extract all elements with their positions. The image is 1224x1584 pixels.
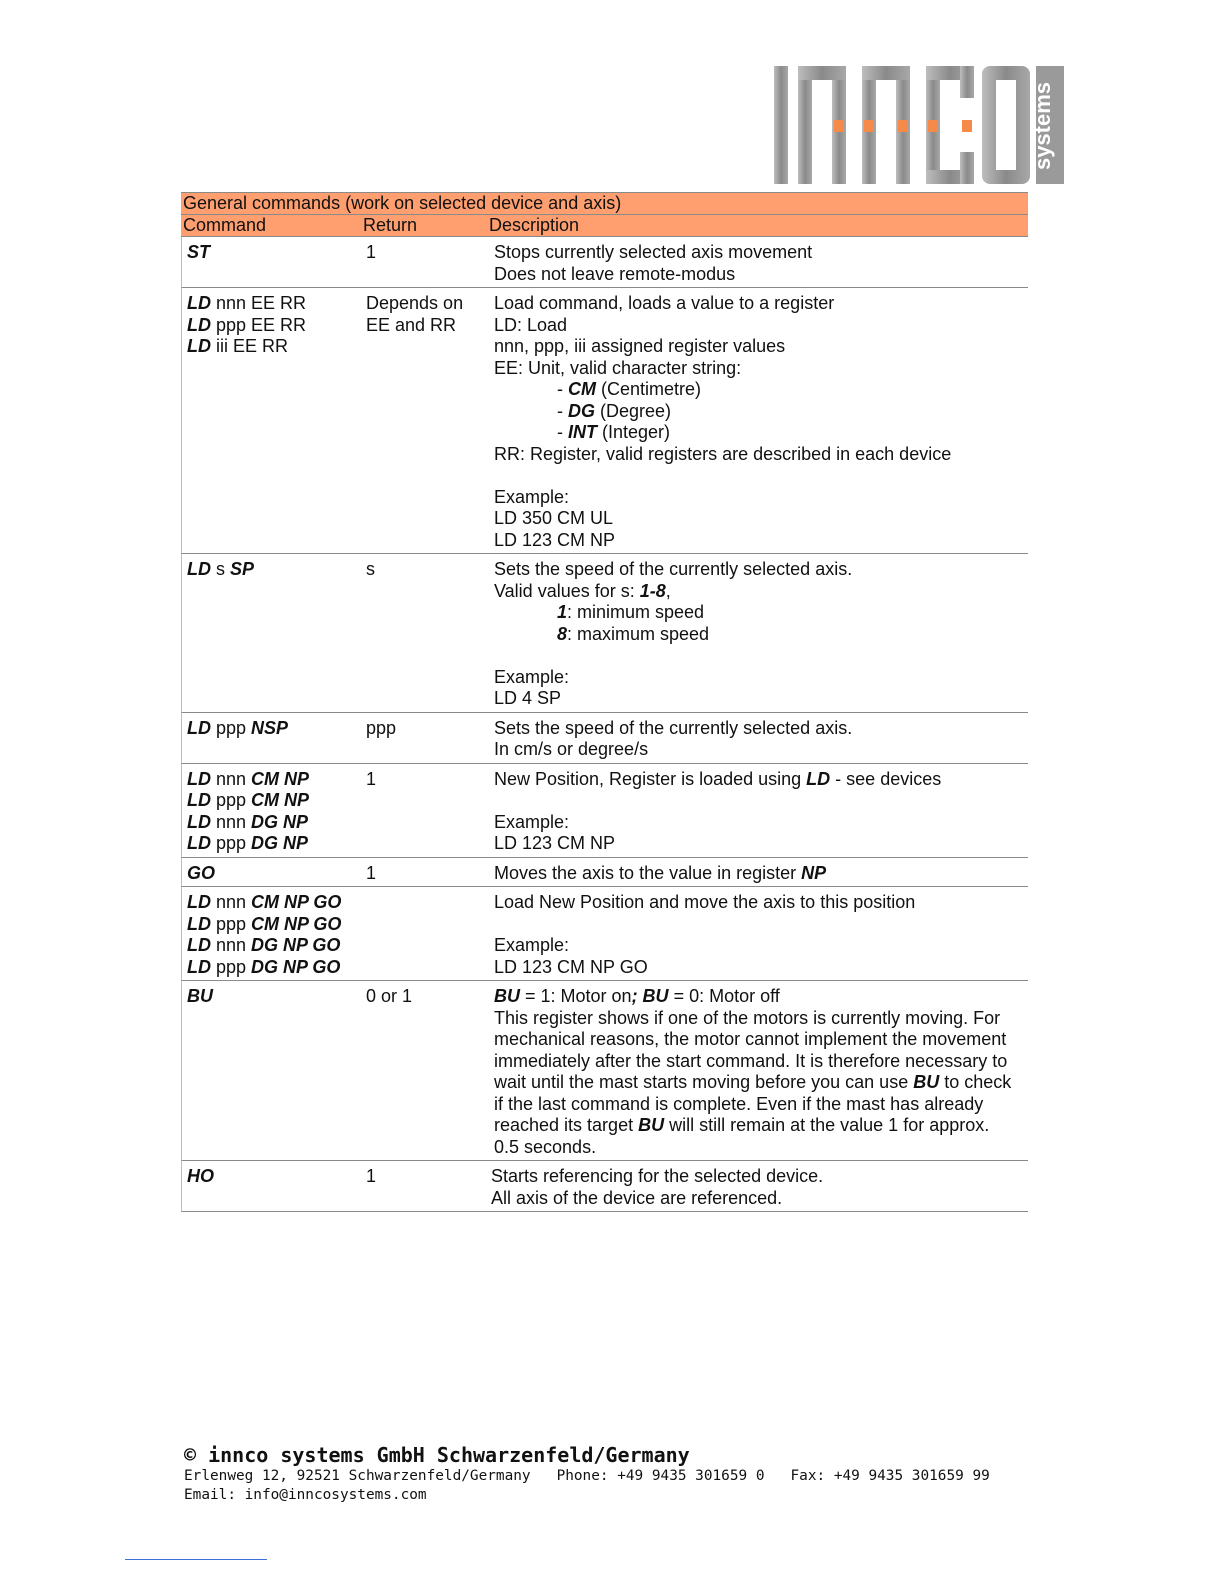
keyword: LD — [806, 768, 831, 789]
keyword: 8 — [557, 623, 568, 644]
keyword: LD — [187, 559, 211, 579]
keyword: ; BU — [631, 986, 669, 1006]
text-run: iii EE RR — [211, 336, 289, 356]
keyword: CM NP — [251, 790, 310, 810]
keyword: BU — [913, 1072, 940, 1092]
text-run: nnn, ppp, iii assigned register values — [494, 336, 786, 356]
table-title: General commands (work on selected device and axis) — [181, 192, 1028, 215]
description-line — [494, 264, 1018, 286]
command-line — [187, 1166, 366, 1188]
text-run: ppp — [211, 717, 252, 738]
description-line — [494, 812, 1018, 834]
return-line: 0 or 1 — [366, 986, 413, 1006]
text-run: Moves the axis to the value in register — [494, 862, 802, 883]
text-run: Example: — [494, 811, 570, 832]
description-line — [494, 892, 1018, 914]
description-cell — [494, 892, 1028, 978]
return-line: 1 — [366, 768, 377, 789]
command-cell — [182, 863, 366, 885]
return-line: s — [366, 559, 375, 579]
text-run: nnn — [211, 935, 252, 955]
innco-systems-logo — [768, 62, 1068, 190]
description-cell — [494, 559, 1028, 710]
description-line — [494, 739, 1018, 761]
text-run: LD 350 CM UL — [494, 508, 614, 528]
description-line — [494, 790, 1018, 812]
text-run: RR: Register, valid registers are described in each device — [494, 443, 952, 464]
text-run: New Position, Register is loaded using — [494, 768, 807, 789]
command-line — [187, 559, 366, 581]
keyword: CM — [568, 379, 596, 399]
text-run: (Centimetre) — [596, 379, 702, 399]
table-row — [181, 1161, 1028, 1212]
description-line — [494, 986, 1018, 1008]
return-cell — [366, 242, 494, 285]
description-line — [494, 422, 1018, 444]
description-line — [494, 336, 1018, 358]
command-line — [187, 336, 366, 358]
return-cell — [366, 718, 494, 761]
logo-tagline: systems — [1030, 81, 1055, 171]
keyword: LD — [187, 717, 211, 738]
text-run: LD 123 CM NP — [494, 833, 616, 853]
keyword: INT — [568, 422, 597, 442]
return-cell — [366, 293, 494, 551]
description-line — [494, 379, 1018, 401]
command-line — [187, 863, 366, 885]
return-line: EE and RR — [366, 314, 457, 335]
text-run: will still remain at the value 1 for approx. 0.5 seconds. — [494, 1115, 990, 1157]
text-run: nnn — [211, 811, 252, 832]
keyword: NSP — [251, 717, 289, 738]
text-run: Starts referencing for the selected device. — [491, 1166, 824, 1186]
command-cell — [182, 293, 366, 551]
keyword: LD — [187, 956, 211, 977]
text-run: Sets the speed of the currently selected axis. — [494, 717, 853, 738]
text-run: Sets the speed of the currently selected axis. — [494, 559, 853, 579]
command-line — [187, 812, 366, 834]
keyword: BU — [638, 1115, 665, 1135]
text-run: Does not leave remote-modus — [494, 263, 736, 284]
command-line — [187, 293, 366, 315]
command-line — [187, 769, 366, 791]
keyword: 1-8 — [639, 580, 666, 601]
command-line — [187, 242, 366, 264]
keyword: HO — [187, 1166, 214, 1186]
header-description: Description — [489, 215, 580, 235]
text-run: Valid values for s: — [494, 580, 640, 601]
description-line — [494, 645, 1018, 667]
keyword: DG — [568, 400, 595, 421]
table-body — [181, 237, 1028, 1212]
description-line — [494, 487, 1018, 509]
description-line — [494, 688, 1018, 710]
keyword: GO — [187, 862, 216, 883]
command-line — [187, 914, 366, 936]
command-cell — [182, 718, 366, 761]
footer-address: Erlenweg 12, 92521 Schwarzenfeld/Germany — [184, 1468, 531, 1484]
description-line — [494, 242, 1018, 264]
command-line — [187, 986, 366, 1008]
table-row — [181, 288, 1028, 554]
text-run: This register shows if one of the motors is currently moving. For mechanical reasons, the motor cannot implement the movement immediately after the start command. It is therefore necessary to wait until the mast starts moving before you can use — [494, 1007, 1008, 1092]
return-cell — [366, 892, 494, 978]
description-line — [494, 581, 1018, 603]
return-cell — [366, 863, 494, 885]
description-cell — [494, 293, 1028, 551]
footer-email: Email: info@inncosystems.com — [184, 1487, 427, 1503]
return-cell — [366, 1166, 494, 1209]
text-run: ppp EE RR — [211, 314, 307, 335]
keyword: LD — [187, 913, 211, 934]
description-line — [494, 358, 1018, 380]
keyword: LD — [187, 768, 211, 789]
description-cell — [494, 769, 1028, 855]
keyword: CM NP — [251, 768, 310, 789]
keyword: DG NP GO — [251, 956, 341, 977]
text-run: In cm/s or degree/s — [494, 739, 649, 759]
keyword: LD — [187, 314, 211, 335]
command-line — [187, 718, 366, 740]
footer — [184, 1443, 990, 1505]
text-run: LD 4 SP — [494, 688, 562, 708]
keyword: DG NP — [251, 811, 309, 832]
keyword: LD — [187, 336, 211, 356]
command-cell — [182, 769, 366, 855]
description-cell — [491, 1166, 1028, 1209]
description-line — [494, 833, 1018, 855]
description-line — [494, 914, 1018, 936]
keyword: LD — [187, 293, 211, 313]
keyword: DG NP — [251, 833, 309, 853]
text-run: - — [557, 379, 568, 399]
table-row — [181, 713, 1028, 764]
table-header-row — [181, 215, 1028, 237]
description-line — [494, 863, 1018, 885]
keyword: SP — [230, 559, 255, 579]
description-line — [491, 1166, 1018, 1188]
description-line — [494, 935, 1018, 957]
command-cell — [182, 559, 366, 710]
table-row — [181, 858, 1028, 888]
text-run: - — [557, 422, 568, 442]
text-run: to check if the last command is complete. Even if the mast has already reached its target — [494, 1072, 1012, 1135]
footer-contact-line — [184, 1467, 990, 1486]
text-run: nnn — [211, 768, 252, 789]
command-cell — [182, 892, 366, 978]
text-run: Load command, loads a value to a register — [494, 293, 835, 313]
keyword: NP — [801, 862, 827, 883]
footer-fax: Fax: +49 9435 301659 99 — [790, 1468, 990, 1484]
text-run: All axis of the device are referenced. — [491, 1187, 783, 1208]
text-run: (Integer) — [597, 422, 671, 442]
header-return: Return — [363, 215, 418, 235]
description-line — [494, 559, 1018, 581]
text-run: s — [211, 559, 231, 579]
description-line — [494, 444, 1018, 466]
command-cell — [182, 242, 366, 285]
text-run: = 1: Motor on — [520, 986, 632, 1006]
command-line — [187, 892, 366, 914]
return-line: 1 — [366, 242, 377, 262]
keyword: BU — [494, 986, 520, 1006]
text-run: Stops currently selected axis movement — [494, 242, 813, 262]
command-cell — [182, 986, 366, 1158]
text-run: EE: Unit, valid character string: — [494, 357, 742, 378]
description-line — [494, 401, 1018, 423]
description-line — [494, 602, 1018, 624]
text-run: ppp — [211, 790, 252, 810]
text-run: Example: — [494, 935, 570, 955]
text-run: Example: — [494, 666, 570, 687]
keyword: LD — [187, 790, 211, 810]
return-cell — [366, 769, 494, 855]
return-cell — [366, 986, 494, 1158]
keyword: CM NP GO — [251, 892, 342, 912]
text-run: ppp — [211, 956, 252, 977]
text-run: LD: Load — [494, 314, 568, 335]
footer-phone: Phone: +49 9435 301659 0 — [556, 1468, 765, 1484]
text-run: ppp — [211, 913, 252, 934]
command-line — [187, 790, 366, 812]
keyword: BU — [187, 986, 213, 1006]
table-row — [181, 887, 1028, 981]
command-line — [187, 315, 366, 337]
command-line — [187, 935, 366, 957]
description-line — [494, 293, 1018, 315]
text-run: LD 123 CM NP — [494, 529, 616, 550]
return-line: Depends on — [366, 293, 464, 313]
text-run: - — [557, 400, 568, 421]
return-line: 1 — [366, 1166, 377, 1186]
keyword: LD — [187, 811, 211, 832]
command-cell — [182, 1166, 366, 1209]
return-cell — [366, 559, 494, 710]
keyword: ST — [187, 242, 211, 262]
table-row — [181, 554, 1028, 713]
description-line — [494, 508, 1018, 530]
text-run: = 0: Motor off — [668, 986, 780, 1006]
description-line — [494, 957, 1018, 979]
text-run: : maximum speed — [567, 623, 710, 644]
description-line — [491, 1188, 1018, 1210]
description-line — [494, 769, 1018, 791]
description-line — [494, 667, 1018, 689]
text-run: , — [665, 580, 671, 601]
keyword: DG NP GO — [251, 935, 341, 955]
text-run: Example: — [494, 486, 570, 507]
keyword: 1 — [557, 602, 568, 622]
text-run: nnn EE RR — [211, 293, 307, 313]
description-line — [494, 465, 1018, 487]
bottom-link-rule — [125, 1559, 267, 1560]
table-row — [181, 237, 1028, 288]
table-row — [181, 981, 1028, 1161]
return-line: 1 — [366, 862, 377, 883]
description-line — [494, 624, 1018, 646]
description-line — [494, 1008, 1018, 1159]
description-cell — [494, 863, 1028, 885]
text-run: : minimum speed — [567, 602, 705, 622]
text-run: LD 123 CM NP GO — [494, 956, 648, 977]
return-line: ppp — [366, 717, 397, 738]
description-line — [494, 718, 1018, 740]
keyword: LD — [187, 892, 211, 912]
header-command: Command — [183, 215, 267, 235]
description-line — [494, 530, 1018, 552]
keyword: CM NP GO — [251, 913, 342, 934]
description-cell — [494, 242, 1028, 285]
text-run: Load New Position and move the axis to this position — [494, 892, 916, 912]
table-row — [181, 764, 1028, 858]
description-cell — [494, 986, 1028, 1158]
command-line — [187, 833, 366, 855]
general-commands-table — [181, 192, 1028, 1212]
description-line — [494, 315, 1018, 337]
keyword: LD — [187, 833, 211, 853]
description-cell — [494, 718, 1028, 761]
keyword: LD — [187, 935, 211, 955]
text-run: (Degree) — [595, 400, 672, 421]
text-run: ppp — [211, 833, 252, 853]
footer-title: © innco systems GmbH Schwarzenfeld/Germany — [184, 1443, 690, 1467]
return-line — [366, 892, 494, 914]
command-line — [187, 957, 366, 979]
text-run: - see devices — [830, 768, 942, 789]
text-run: nnn — [211, 892, 252, 912]
